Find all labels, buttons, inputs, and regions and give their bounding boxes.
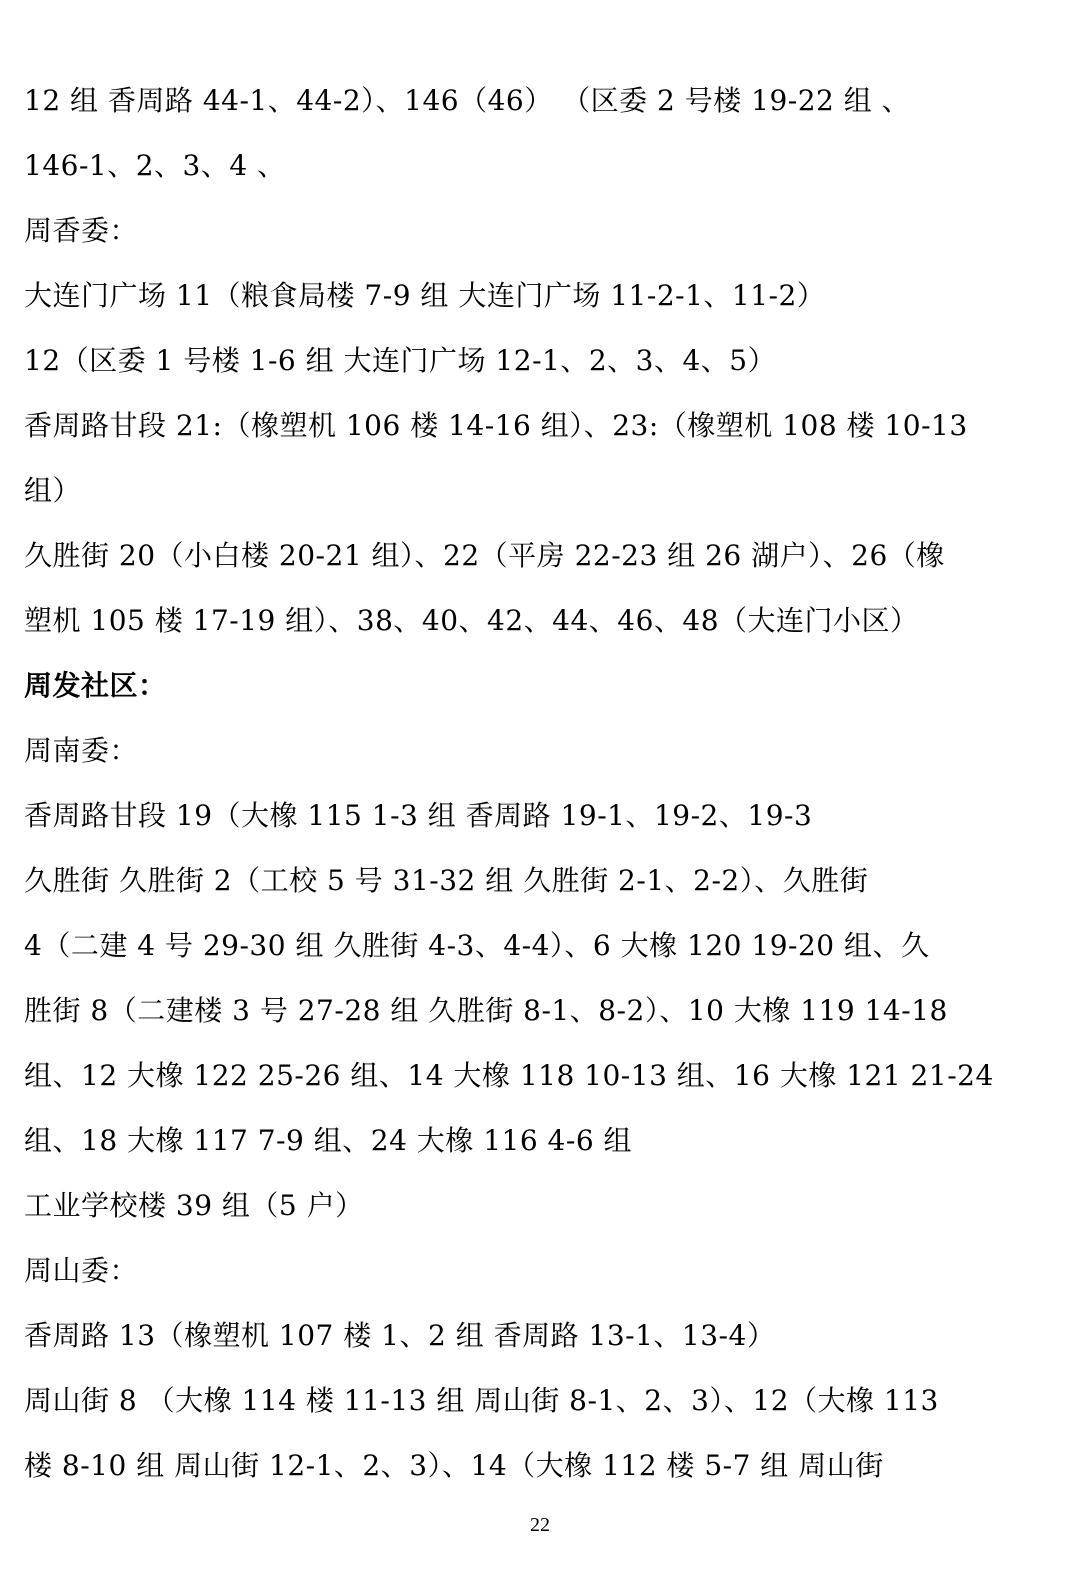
text-line: 大连门广场 11（粮食局楼 7-9 组 大连门广场 11-2-1、11-2） xyxy=(24,279,826,312)
text-line: 香周路甘段 19（大橡 115 1-3 组 香周路 19-1、19-2、19-3 xyxy=(24,799,813,832)
text-line: 塑机 105 楼 17-19 组）、38、40、42、44、46、48（大连门小区） xyxy=(24,604,919,637)
text-line: 周香委： xyxy=(24,214,139,247)
text-line: 组、18 大橡 117 7-9 组、24 大橡 116 4-6 组 xyxy=(24,1124,633,1157)
text-line: 12 组 香周路 44-1、44-2）、146（46） （区委 2 号楼 19-22 组 、 xyxy=(24,84,911,117)
text-line: 周南委： xyxy=(24,734,139,767)
text-line: 香周路甘段 21:（橡塑机 106 楼 14-16 组）、23:（橡塑机 108 楼 10-13 xyxy=(24,409,968,442)
section-heading: 周发社区： xyxy=(24,669,167,702)
text-line: 久胜街 20（小白楼 20-21 组）、22（平房 22-23 组 26 湖户）、26（橡 xyxy=(24,539,945,572)
text-line: 久胜街 久胜街 2（工校 5 号 31-32 组 久胜街 2-1、2-2）、久胜街 xyxy=(24,864,869,897)
text-line: 146-1、2、3、4 、 xyxy=(24,149,286,182)
text-line: 工业学校楼 39 组（5 户） xyxy=(24,1189,364,1222)
text-line: 组） xyxy=(24,474,82,507)
text-line: 胜街 8（二建楼 3 号 27-28 组 久胜街 8-1、8-2）、10 大橡 119 14-18 xyxy=(24,994,948,1027)
text-line: 12（区委 1 号楼 1-6 组 大连门广场 12-1、2、3、4、5） xyxy=(24,344,777,377)
text-line: 4（二建 4 号 29-30 组 久胜街 4-3、4-4）、6 大橡 120 19-20 组、久 xyxy=(24,929,930,962)
page-number: 22 xyxy=(530,1514,550,1536)
document-body xyxy=(24,68,1044,1498)
text-line: 周山委： xyxy=(24,1254,139,1287)
text-line: 香周路 13（橡塑机 107 楼 1、2 组 香周路 13-1、13-4） xyxy=(24,1319,776,1352)
text-line: 组、12 大橡 122 25-26 组、14 大橡 118 10-13 组、16 大橡 121 21-24 xyxy=(24,1059,994,1092)
text-line: 楼 8-10 组 周山街 12-1、2、3）、14（大橡 112 楼 5-7 组 周山街 xyxy=(24,1449,884,1482)
text-line: 周山街 8 （大橡 114 楼 11-13 组 周山街 8-1、2、3）、12（大橡 113 xyxy=(24,1384,939,1417)
